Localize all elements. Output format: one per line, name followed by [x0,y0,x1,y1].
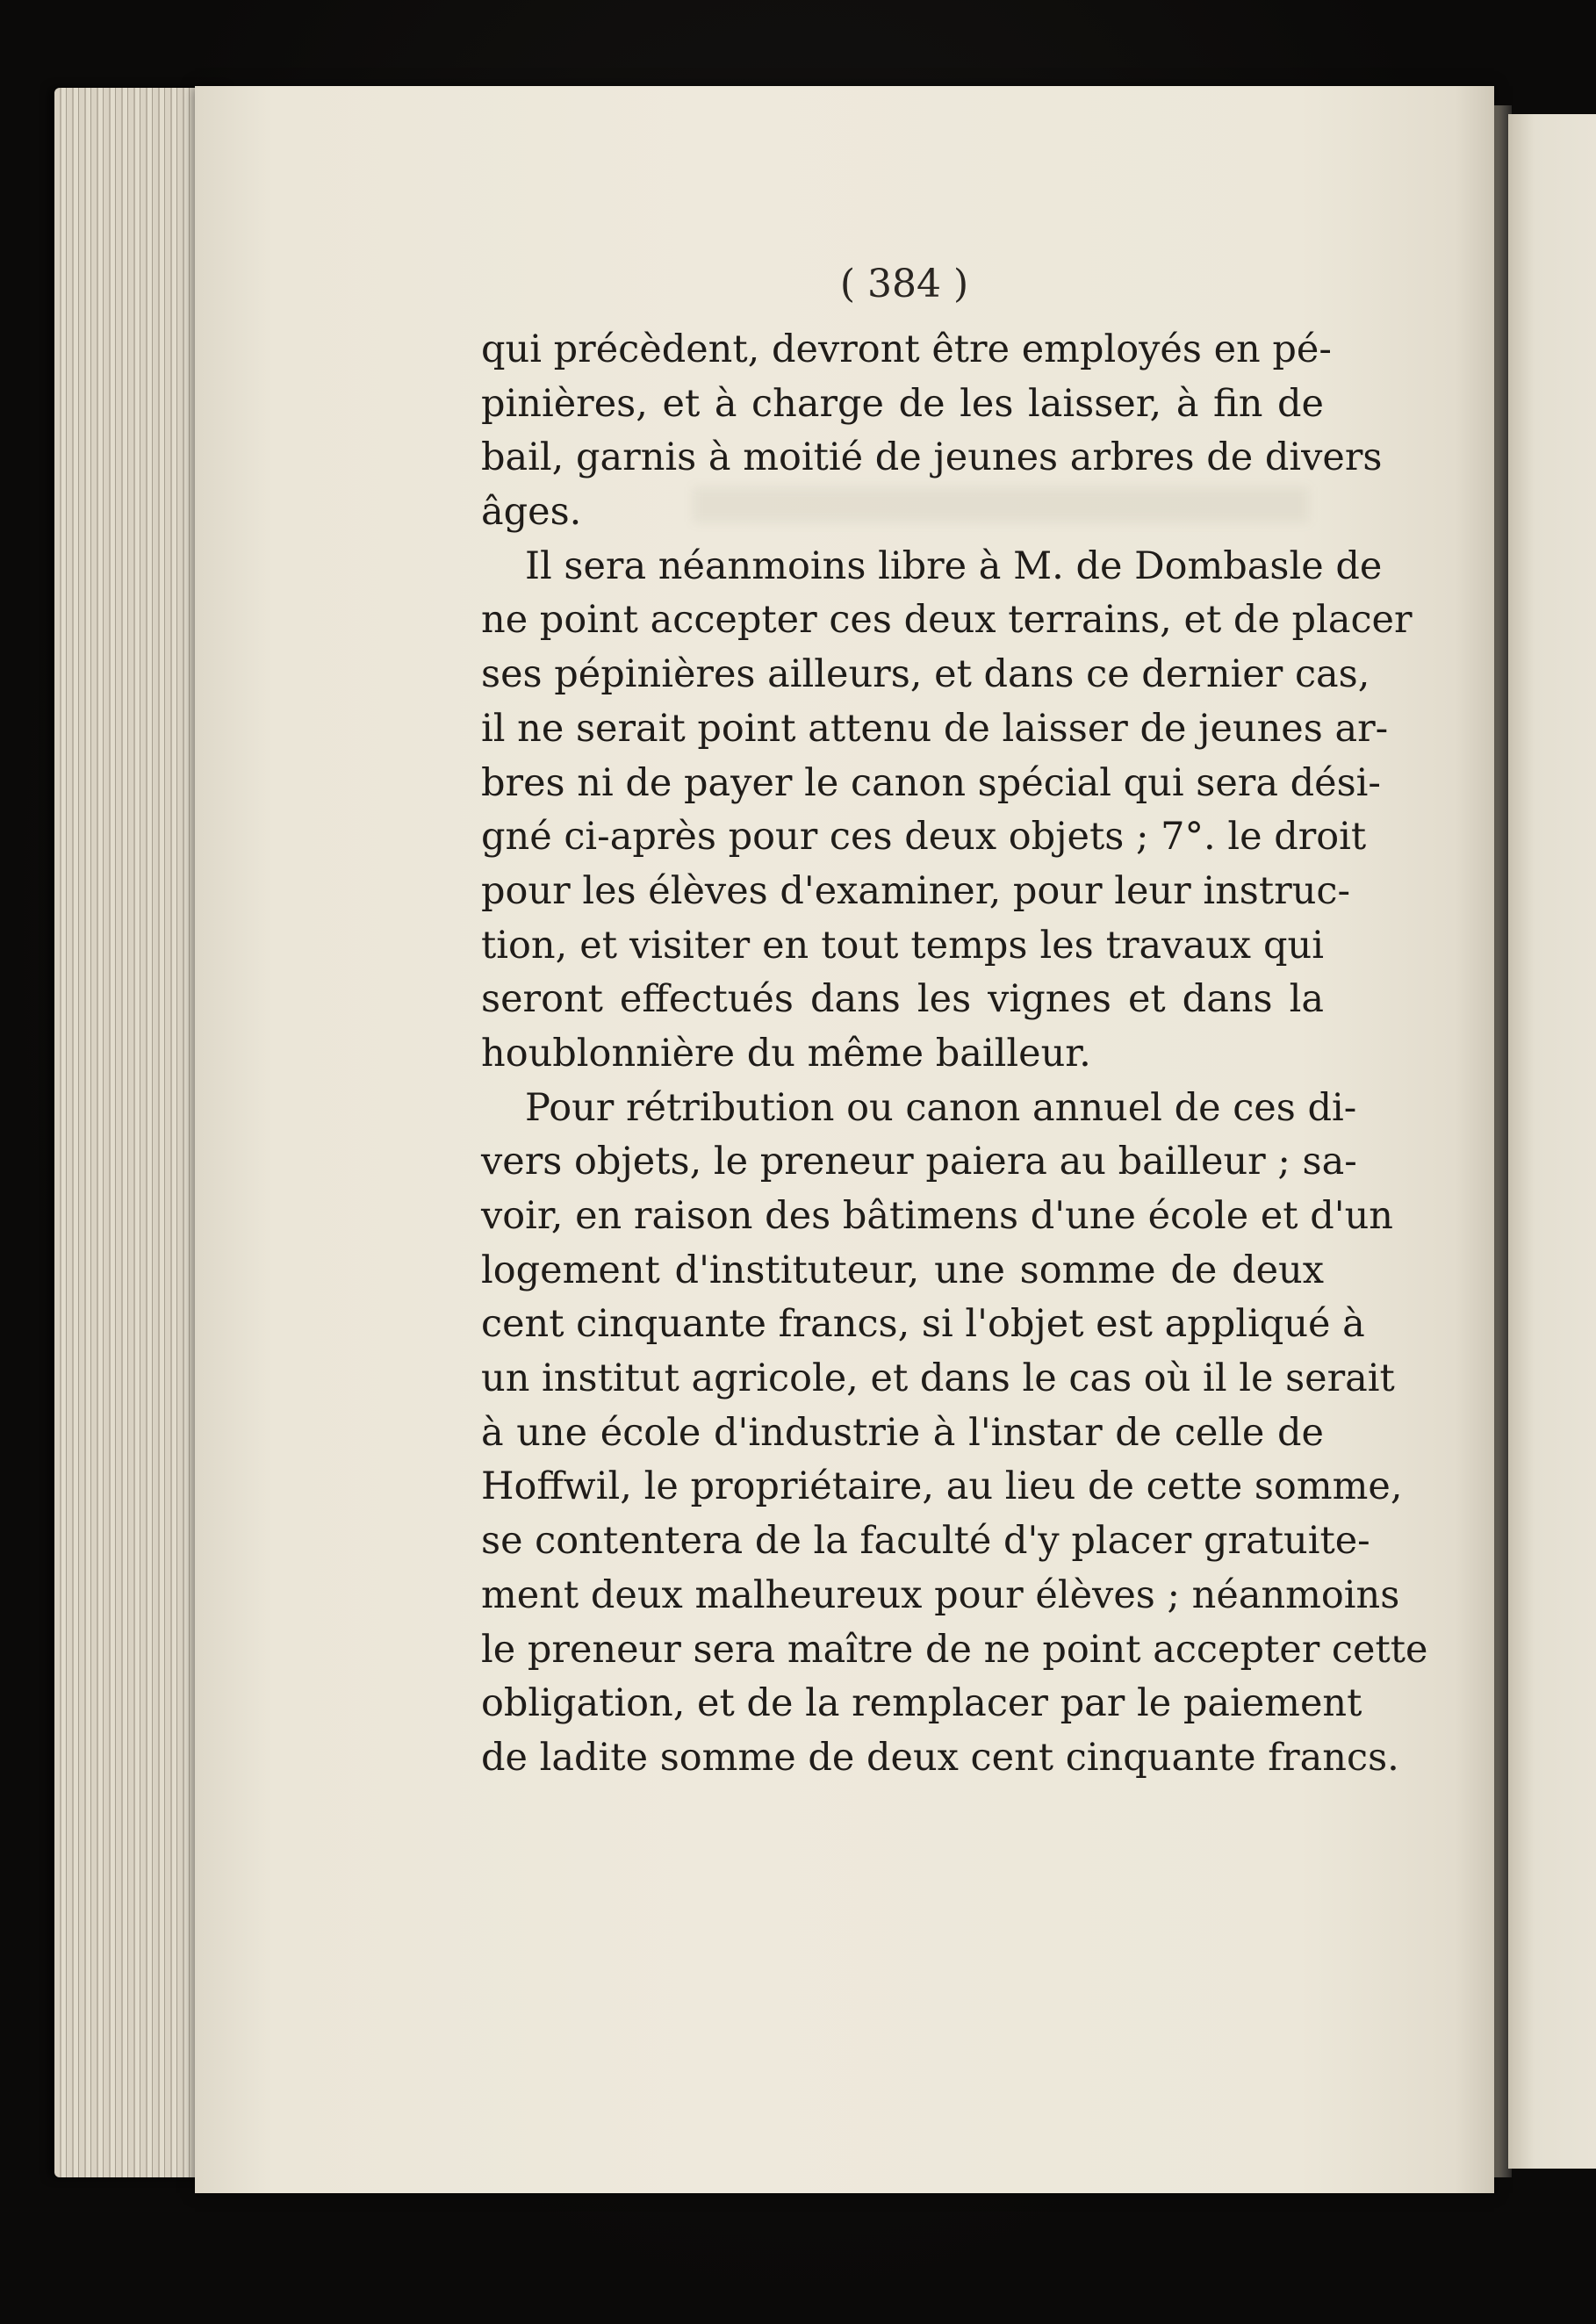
text-line: Hoffwil, le propriétaire, au lieu de cette somme, [481,1464,1403,1509]
text-line: ment deux malheureux pour élèves ; néanmoins [481,1572,1400,1617]
text-line: houblonnière du même bailleur. [481,1031,1091,1076]
text-line: un institut agricole, et dans le cas où il le serait [481,1356,1395,1401]
page-number-header: ( 384 ) [839,262,969,306]
text-line: gné ci-après pour ces deux objets ; 7°. le droit [481,815,1367,860]
text-line: pinières, et à charge de les laisser, à fin de [481,381,1324,426]
facing-page-edge [1508,114,1596,2169]
text-line: Il sera néanmoins libre à M. de Dombasle de [525,543,1383,588]
text-line: Pour rétribution ou canon annuel de ces di- [525,1085,1357,1130]
text-line: obligation, et de la remplacer par le paiement [481,1681,1362,1726]
text-line: âges. [481,490,582,535]
text-line: de ladite somme de deux cent cinquante francs. [481,1735,1399,1780]
text-line: le preneur sera maître de ne point accepter cette [481,1627,1428,1672]
text-line: vers objets, le preneur paiera au bailleur ; sa- [481,1140,1357,1184]
text-line: il ne serait point attenu de laisser de jeunes ar- [481,706,1389,751]
text-line: cent cinquante francs, si l'objet est appliqué à [481,1302,1365,1347]
text-line: seront effectués dans les vignes et dans la [481,977,1324,1022]
text-line: se contentera de la faculté d'y placer gratuite- [481,1519,1370,1564]
text-line: bail, garnis à moitié de jeunes arbres de divers [481,435,1383,480]
text-line: logement d'instituteur, une somme de deux [481,1248,1324,1292]
body-text [481,323,1428,1786]
text-line: ses pépinières ailleurs, et dans ce dernier cas, [481,652,1370,697]
text-line: bres ni de payer le canon spécial qui sera dési- [481,760,1381,805]
text-line: pour les élèves d'examiner, pour leur instruc- [481,868,1351,913]
text-line: qui précèdent, devront être employés en pé- [481,327,1332,371]
text-line: ne point accepter ces deux terrains, et de placer [481,598,1413,643]
text-line: voir, en raison des bâtimens d'une école et d'un [481,1194,1393,1238]
text-line: tion, et visiter en tout temps les travaux qui [481,923,1324,968]
text-line: à une école d'industrie à l'instar de celle de [481,1410,1324,1455]
